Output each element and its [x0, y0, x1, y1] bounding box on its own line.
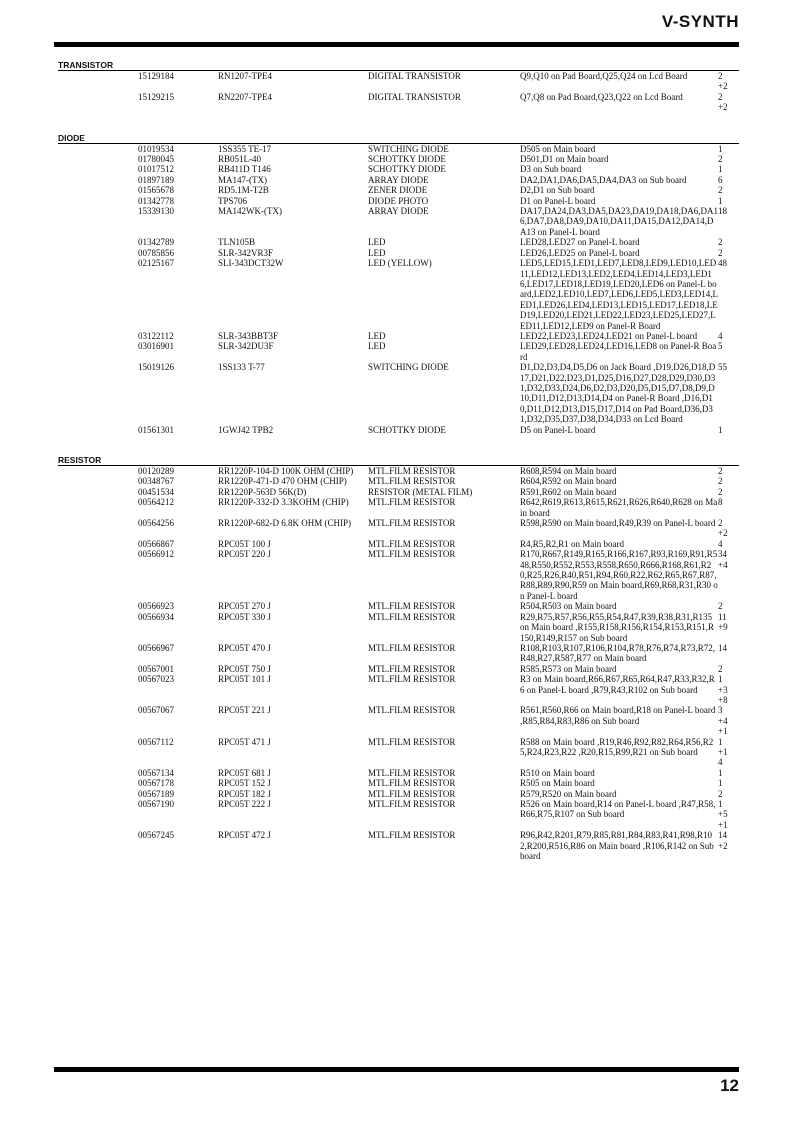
part-number: RPC05T 470 J — [218, 642, 271, 653]
table-row — [58, 799, 739, 830]
part-number: RPC05T 471 J — [218, 736, 271, 747]
part-code: 01017512 — [138, 164, 174, 175]
part-number: RR1220P-682-D 6.8K OHM (CHIP) — [218, 518, 352, 529]
part-location: R29,R75,R57,R56,R55,R54,R47,R39,R38,R31,R135 on Main board ,R155,R158,R156,R154,R153,R151,R150,R149,R157 on Sub board — [520, 611, 715, 643]
bottom-rule — [54, 1067, 739, 1072]
table-row — [58, 331, 739, 341]
part-description: LED (YELLOW) — [368, 258, 432, 269]
table-row — [58, 737, 739, 768]
table-row — [58, 258, 739, 331]
table-row — [58, 196, 739, 206]
table-row — [58, 144, 739, 154]
part-quantity — [718, 341, 738, 362]
part-location: R96,R42,R201,R79,R85,R81,R84,R83,R41,R98,R102,R200,R516,R86 on Main board ,R106,R142 on Sub board — [520, 830, 714, 862]
part-code: 01342789 — [138, 237, 174, 248]
part-number: RR1220P-332-D 3.3KOHM (CHIP) — [218, 497, 349, 508]
page-number: 12 — [720, 1076, 739, 1095]
part-number: RPC05T 330 J — [218, 611, 271, 622]
part-quantity — [718, 539, 738, 549]
table-row — [58, 185, 739, 195]
part-description: DIGITAL TRANSISTOR — [368, 91, 461, 102]
part-location: R608,R594 on Main board — [520, 466, 617, 476]
part-number: RPC05T 750 J — [218, 663, 271, 674]
part-number: RPC05T 472 J — [218, 830, 271, 841]
part-code: 00566867 — [138, 538, 174, 549]
part-code: 00567245 — [138, 830, 174, 841]
section-title: DIODE — [58, 132, 85, 143]
quantity-value: 2 — [718, 71, 723, 81]
brand-title: V-SYNTH — [661, 12, 739, 31]
quantity-value: 14 — [718, 642, 727, 653]
part-code: 01561301 — [138, 424, 174, 435]
part-quantity — [718, 476, 738, 486]
part-description: MTL.FILM RESISTOR — [368, 518, 456, 529]
quantity-value: 1 — [718, 195, 723, 206]
parts-list — [58, 60, 739, 861]
part-code: 15129184 — [138, 71, 174, 81]
part-number: RN1207-TPE4 — [218, 71, 272, 81]
part-description: MTL.FILM RESISTOR — [368, 663, 456, 674]
part-number: RPC05T 221 J — [218, 705, 271, 716]
part-quantity — [718, 768, 738, 778]
part-quantity — [718, 549, 738, 601]
quantity-value: 2 — [718, 486, 723, 497]
quantity-value: 11 — [718, 611, 727, 622]
quantity-value: 1 — [718, 424, 723, 435]
part-quantity — [718, 248, 738, 258]
part-location: D1,D2,D3,D4,D5,D6 on Jack Board ,D19,D26,D18,D17,D21,D22,D23,D1,D25,D16,D27,D28,D29,D30,D31,D32,D33,D24,D6,D2,D3,D20,D5,D15,D7,D8,D9,D10,D11,D12,D13,D14,D4 on Panel-R Board ,D16,D10,D11,D12,D13,D15,D17,D14 on Pad Board,D36,D31,D32,D35,D37,D38,D34,D33 on Lcd Board — [520, 362, 716, 425]
part-code: 00567178 — [138, 778, 174, 789]
part-code: 01897189 — [138, 174, 174, 185]
quantity-value: +1 — [718, 819, 728, 830]
part-number: RPC05T 152 J — [218, 778, 271, 789]
part-quantity — [718, 601, 738, 611]
part-description: SWITCHING DIODE — [368, 143, 449, 154]
part-code: 00566912 — [138, 549, 174, 560]
part-description: MTL.FILM RESISTOR — [368, 497, 456, 508]
quantity-value: 34 — [718, 549, 727, 560]
part-number: MA147-(TX) — [218, 174, 267, 185]
part-location: R579,R520 on Main board — [520, 788, 617, 799]
part-quantity — [718, 196, 738, 206]
part-quantity — [718, 705, 738, 736]
quantity-value: 5 — [718, 341, 723, 352]
part-location: R585,R573 on Main board — [520, 663, 617, 674]
quantity-value: +1 — [718, 726, 728, 737]
quantity-value: 1 — [718, 767, 723, 778]
table-row — [58, 518, 739, 539]
part-code: 00567134 — [138, 767, 174, 778]
quantity-value: 4 — [718, 330, 723, 341]
table-row — [58, 778, 739, 788]
part-quantity — [718, 92, 738, 113]
quantity-value: +2 — [718, 81, 728, 92]
part-number: 1GWJ42 TPB2 — [218, 424, 274, 435]
part-description: MTL.FILM RESISTOR — [368, 830, 456, 841]
part-number: RB411D T146 — [218, 164, 271, 175]
part-code: 00566967 — [138, 642, 174, 653]
quantity-value: 1 — [718, 799, 723, 809]
part-number: RR1220P-104-D 100K OHM (CHIP) — [218, 466, 354, 476]
part-location: R561,R560,R66 on Main board,R18 on Panel-L board ,R85,R84,R83,R86 on Sub board — [520, 705, 716, 726]
part-description: MTL.FILM RESISTOR — [368, 736, 456, 747]
part-location: LED29,LED28,LED24,LED16,LED8 on Panel-R Board — [520, 341, 717, 362]
part-location: D501,D1 on Main board — [520, 154, 609, 165]
quantity-value: +2 — [718, 102, 728, 113]
part-location: R642,R619,R613,R615,R621,R626,R640,R628 on Main board — [520, 497, 718, 518]
part-quantity — [718, 175, 738, 185]
part-location: LED28,LED27 on Panel-L board — [520, 237, 640, 248]
table-row — [58, 92, 739, 113]
part-quantity — [718, 830, 738, 861]
part-number: RR1220P-471-D 470 OHM (CHIP) — [218, 476, 347, 487]
part-quantity — [718, 258, 738, 331]
part-description: LED — [368, 247, 386, 258]
part-location: R591,R602 on Main board — [520, 486, 617, 497]
table-row — [58, 830, 739, 861]
part-quantity — [718, 425, 738, 435]
part-code: 02125167 — [138, 258, 174, 269]
part-code: 15019126 — [138, 362, 174, 373]
part-location: D1 on Panel-L board — [520, 195, 596, 206]
part-description: MTL.FILM RESISTOR — [368, 642, 456, 653]
part-number: SLR-342VR3F — [218, 247, 274, 258]
part-code: 00567190 — [138, 799, 174, 809]
table-row — [58, 539, 739, 549]
table-row — [58, 612, 739, 643]
part-location: LED5,LED15,LED1,LED7,LED8,LED9,LED10,LED11,LED12,LED13,LED2,LED4,LED14,LED3,LED16,LED17,LED18,LED19,LED20,LED6 on Panel-L board,LED2,LED10,LED7,LED6,LED5,LED3,LED14,LED1,LED26,LED4,LED13,LED15,LED17,LED18,LED19,LED20,LED21,LED22,LED23,LED25,LED27,LED11,LED12,LED9 on Panel-R Board — [520, 258, 718, 331]
quantity-value: +2 — [718, 840, 728, 851]
part-quantity — [718, 206, 738, 237]
part-location: DA2,DA1,DA6,DA5,DA4,DA3 on Sub board — [520, 174, 687, 185]
part-number: SLI-343DCT32W — [218, 258, 284, 269]
part-number: RB051L-40 — [218, 154, 262, 165]
part-description: MTL.FILM RESISTOR — [368, 705, 456, 716]
part-description: MTL.FILM RESISTOR — [368, 538, 456, 549]
part-code: 00566934 — [138, 611, 174, 622]
part-code: 00564256 — [138, 518, 174, 529]
part-code: 03122112 — [138, 330, 174, 341]
part-description: MTL.FILM RESISTOR — [368, 476, 456, 487]
part-description: DIODE PHOTO — [368, 195, 429, 206]
quantity-value: +3 — [718, 684, 728, 695]
part-code: 03016901 — [138, 341, 174, 352]
part-number: RD5.1M-T2B — [218, 185, 269, 196]
part-location: LED26,LED25 on Panel-L board — [520, 247, 640, 258]
part-description: LED — [368, 237, 386, 248]
part-quantity — [718, 789, 738, 799]
part-location: R510 on Main board — [520, 767, 595, 778]
part-location: R598,R590 on Main board,R49,R39 on Panel-L board — [520, 518, 716, 529]
quantity-value: 8 — [718, 497, 723, 508]
table-row — [58, 175, 739, 185]
table-row — [58, 549, 739, 601]
part-quantity — [718, 643, 738, 664]
table-row — [58, 768, 739, 778]
part-code: 00567189 — [138, 788, 174, 799]
table-row — [58, 789, 739, 799]
table-row — [58, 71, 739, 92]
part-description: LED — [368, 330, 386, 341]
part-quantity — [718, 362, 738, 424]
table-row — [58, 466, 739, 476]
part-description: LED — [368, 341, 386, 352]
part-location: R108,R103,R107,R106,R104,R78,R76,R74,R73,R72,R48,R27,R587,R77 on Main board — [520, 642, 716, 664]
part-location: R504,R503 on Main board — [520, 601, 617, 612]
part-description: SCHOTTKY DIODE — [368, 424, 446, 435]
part-quantity — [718, 331, 738, 341]
quantity-value: +2 — [718, 528, 728, 539]
table-row — [58, 154, 739, 164]
part-quantity — [718, 164, 738, 174]
part-code: 15339130 — [138, 206, 174, 217]
part-quantity — [718, 71, 738, 92]
part-number: 1SS355 TE-17 — [218, 143, 272, 154]
part-description: ZENER DIODE — [368, 185, 428, 196]
part-description: SWITCHING DIODE — [368, 362, 449, 373]
part-number: TLN105B — [218, 237, 255, 248]
part-quantity — [718, 737, 738, 768]
part-code: 00451534 — [138, 486, 174, 497]
part-quantity — [718, 664, 738, 674]
part-number: RPC05T 220 J — [218, 549, 271, 560]
quantity-value: +8 — [718, 694, 728, 705]
part-description: MTL.FILM RESISTOR — [368, 788, 456, 799]
part-location: D3 on Sub board — [520, 164, 582, 175]
part-description: MTL.FILM RESISTOR — [368, 466, 456, 476]
part-description: MTL.FILM RESISTOR — [368, 674, 456, 685]
part-number: RPC05T 222 J — [218, 799, 271, 809]
part-number: MA142WK-(TX) — [218, 206, 282, 217]
part-location: D2,D1 on Sub board — [520, 185, 595, 196]
part-description: MTL.FILM RESISTOR — [368, 611, 456, 622]
part-number: RPC05T 100 J — [218, 538, 271, 549]
part-quantity — [718, 144, 738, 154]
part-code: 00348767 — [138, 476, 174, 487]
part-quantity — [718, 799, 738, 830]
quantity-value: 2 — [718, 601, 723, 612]
quantity-value: 2 — [718, 466, 723, 476]
quantity-value: 2 — [718, 91, 723, 102]
table-row — [58, 674, 739, 705]
part-description: MTL.FILM RESISTOR — [368, 601, 456, 612]
part-code: 00567001 — [138, 663, 174, 674]
quantity-value: 18 — [718, 206, 727, 217]
table-row — [58, 497, 739, 518]
part-number: SLR-342DU3F — [218, 341, 274, 352]
table-row — [58, 425, 739, 435]
part-number: RPC05T 182 J — [218, 788, 271, 799]
part-number: RR1220P-563D 56K(D) — [218, 486, 307, 497]
part-description: MTL.FILM RESISTOR — [368, 549, 456, 560]
part-code: 01780045 — [138, 154, 174, 165]
part-location: D5 on Panel-L board — [520, 424, 596, 435]
part-code: 00785856 — [138, 247, 174, 258]
table-row — [58, 643, 739, 664]
part-description: SCHOTTKY DIODE — [368, 164, 446, 175]
part-number: RPC05T 681 J — [218, 767, 271, 778]
part-number: TPS706 — [218, 195, 248, 206]
part-code: 00120289 — [138, 466, 174, 476]
part-location: R170,R667,R149,R165,R166,R167,R93,R169,R91,R548,R550,R552,R553,R558,R650,R666,R168,R61,R20,R25,R26,R40,R51,R94,R60,R22,R62,R65,R67,R87,R88,R89,R90,R59 on Main board,R69,R68,R31,R30 on Panel-L board — [520, 549, 718, 601]
part-location: LED22,LED23,LED24,LED21 on Panel-L board — [520, 330, 698, 341]
table-row — [58, 664, 739, 674]
quantity-value: 2 — [718, 154, 723, 165]
table-row — [58, 237, 739, 247]
part-code: 01342778 — [138, 195, 174, 206]
part-number: SLR-343BBT3F — [218, 330, 279, 341]
part-description: ARRAY DIODE — [368, 174, 429, 185]
part-location: Q9,Q10 on Pad Board,Q25,Q24 on Lcd Board — [520, 71, 688, 81]
quantity-value: 2 — [718, 237, 723, 248]
part-number: RN2207-TPE4 — [218, 91, 272, 102]
part-location: R3 on Main board,R66,R67,R65,R64,R47,R33,R32,R6 on Panel-L board ,R79,R43,R102 on Sub board — [520, 674, 715, 695]
part-quantity — [718, 487, 738, 497]
quantity-value: 14 — [718, 830, 727, 841]
part-quantity — [718, 154, 738, 164]
quantity-value: 2 — [718, 476, 723, 487]
part-quantity — [718, 185, 738, 195]
quantity-value: 2 — [718, 185, 723, 196]
part-code: 01019534 — [138, 143, 174, 154]
quantity-value: 1 — [718, 143, 723, 154]
part-code: 01565678 — [138, 185, 174, 196]
part-code: 00564212 — [138, 497, 174, 508]
part-quantity — [718, 466, 738, 476]
part-quantity — [718, 612, 738, 643]
part-code: 00567067 — [138, 705, 174, 716]
part-description: RESISTOR (METAL FILM) — [368, 486, 473, 497]
quantity-value: +4 — [718, 715, 728, 726]
part-number: 1SS133 T-77 — [218, 362, 265, 373]
quantity-value: +1 — [718, 746, 728, 757]
quantity-value: 1 — [718, 778, 723, 789]
quantity-value: 48 — [718, 258, 727, 269]
part-code: 15129215 — [138, 91, 174, 102]
part-number: RPC05T 101 J — [218, 674, 271, 685]
part-location: DA17,DA24,DA3,DA5,DA23,DA19,DA18,DA6,DA16,DA7,DA8,DA9,DA10,DA11,DA15,DA12,DA14,DA13 on Panel-L board — [520, 206, 718, 237]
top-rule — [54, 42, 739, 47]
quantity-value: 3 — [718, 705, 723, 716]
quantity-value: 6 — [718, 174, 723, 185]
quantity-value: +5 — [718, 809, 728, 820]
table-row — [58, 164, 739, 174]
part-quantity — [718, 497, 738, 518]
part-code: 00567112 — [138, 736, 174, 747]
part-quantity — [718, 237, 738, 247]
part-location: Q7,Q8 on Pad Board,Q23,Q22 on Lcd Board — [520, 91, 683, 102]
part-description: MTL.FILM RESISTOR — [368, 778, 456, 789]
part-number: RPC05T 270 J — [218, 601, 271, 612]
part-code: 00566923 — [138, 601, 174, 612]
quantity-value: 2 — [718, 247, 723, 258]
section-title: RESISTOR — [58, 455, 102, 465]
part-description: ARRAY DIODE — [368, 206, 429, 217]
part-quantity — [718, 518, 738, 539]
part-description: MTL.FILM RESISTOR — [368, 767, 456, 778]
table-row — [58, 248, 739, 258]
table-row — [58, 362, 739, 424]
part-description: DIGITAL TRANSISTOR — [368, 71, 461, 81]
section-title: TRANSISTOR — [58, 60, 114, 70]
quantity-value: +4 — [718, 559, 728, 570]
part-location: D505 on Main board — [520, 143, 596, 154]
quantity-value: 55 — [718, 362, 727, 373]
table-row — [58, 487, 739, 497]
quantity-value: 2 — [718, 518, 723, 529]
quantity-value: 2 — [718, 788, 723, 799]
quantity-value: 4 — [718, 538, 723, 549]
part-location: R4,R5,R2,R1 on Main board — [520, 538, 625, 549]
table-row — [58, 705, 739, 736]
quantity-value: +9 — [718, 622, 728, 633]
quantity-value: 2 — [718, 663, 723, 674]
table-row — [58, 206, 739, 237]
table-row — [58, 601, 739, 611]
table-row — [58, 476, 739, 486]
quantity-value: 1 — [718, 674, 723, 685]
part-description: SCHOTTKY DIODE — [368, 154, 446, 165]
part-location: R588 on Main board ,R19,R46,R92,R82,R64,R56,R25,R24,R23,R22 ,R20,R15,R99,R21 on Sub board — [520, 736, 714, 757]
table-row — [58, 341, 739, 362]
quantity-value: 1 — [718, 164, 723, 175]
part-location: R604,R592 on Main board — [520, 476, 617, 487]
part-location: R526 on Main board,R14 on Panel-L board ,R47,R58,R66,R75,R107 on Sub board — [520, 799, 716, 820]
quantity-value: 4 — [718, 757, 723, 768]
part-quantity — [718, 674, 738, 705]
part-quantity — [718, 778, 738, 788]
part-description: MTL.FILM RESISTOR — [368, 799, 456, 809]
quantity-value: 1 — [718, 736, 723, 747]
part-code: 00567023 — [138, 674, 174, 685]
part-location: R505 on Main board — [520, 778, 595, 789]
